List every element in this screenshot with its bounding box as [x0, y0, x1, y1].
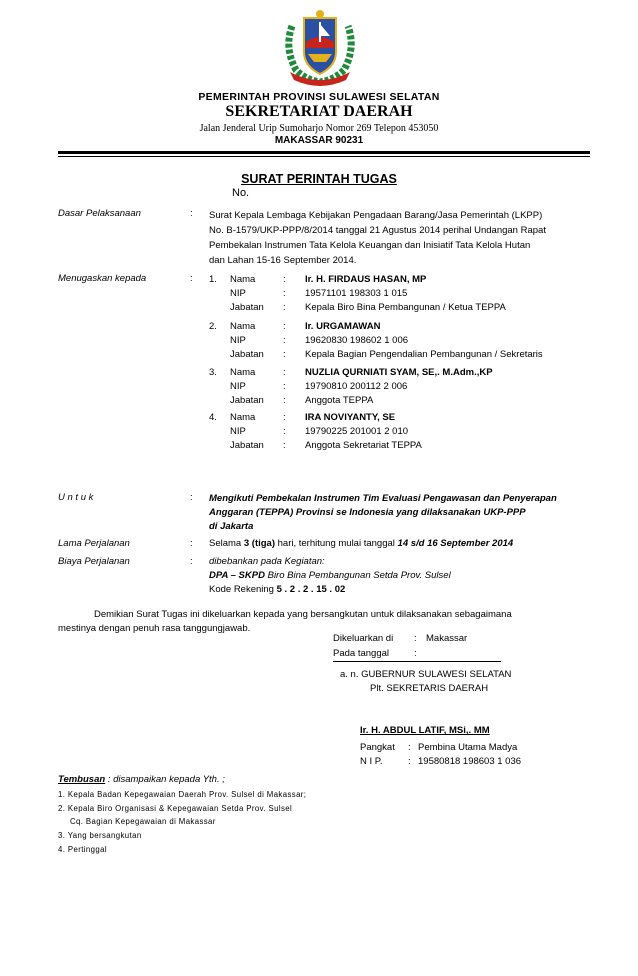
header-government: PEMERINTAH PROVINSI SULAWESI SELATAN [198, 91, 440, 103]
colon: : [414, 633, 417, 644]
person-name: IRA NOVIYANTY, SE [305, 412, 396, 423]
tembusan-item: 3. Yang bersangkutan [58, 831, 142, 840]
nama-key: Nama [230, 321, 256, 332]
header-divider-thin [58, 156, 590, 157]
person-name: NUZLIA QURNIATI SYAM, SE,. M.Adm.,KP [305, 367, 493, 378]
signatory-name: Ir. H. ABDUL LATIF, MSi,. MM [360, 725, 490, 736]
lama-date: 14 s/d 16 September 2014 [397, 538, 514, 549]
tembusan-item: Cq. Bagian Kepegawaian di Makassar [70, 817, 216, 826]
nip-key: NIP [230, 426, 246, 437]
nip-label: N I P. [360, 756, 383, 767]
nama-key: Nama [230, 367, 256, 378]
jabatan-key: Jabatan [230, 302, 264, 313]
person-number: 1. [209, 274, 217, 285]
tembusan-heading [58, 774, 225, 785]
dasar-label: Dasar Pelaksanaan [58, 208, 141, 219]
untuk-text [209, 492, 589, 534]
person-nip: 19790810 200112 2 006 [305, 381, 408, 392]
person-name: Ir. URGAMAWAN [305, 321, 381, 332]
nip-key: NIP [230, 335, 246, 346]
biaya-dpa: DPA – SKPD [209, 570, 265, 581]
person-number: 3. [209, 367, 217, 378]
colon: : [190, 208, 193, 219]
tembusan-title: Tembusan [58, 774, 106, 785]
dasar-text [209, 208, 589, 268]
person-nip: 19790225 201001 2 010 [305, 426, 409, 437]
untuk-line: di Jakarta [209, 521, 254, 532]
nama-key: Nama [230, 412, 256, 423]
person-number: 4. [209, 412, 217, 423]
letter-number: No. [232, 187, 250, 199]
colon: : [408, 742, 411, 753]
closing-line2: mestinya dengan penuh rasa tanggungjawab. [58, 623, 251, 634]
issued-underline [333, 661, 501, 662]
biaya-biro: Biro Bina Pembangunan Setda Prov. Sulsel [264, 570, 451, 581]
pangkat-value: Pembina Utama Madya [418, 742, 518, 753]
person-jabatan: Kepala Biro Bina Pembangunan / Ketua TEPPA [305, 302, 506, 313]
nama-key: Nama [230, 274, 256, 285]
header-divider-thick [58, 151, 590, 154]
untuk-line: Anggaran (TEPPA) Provinsi se Indonesia yang dilaksanakan UKP-PPP [209, 507, 526, 518]
colon: : [190, 538, 193, 549]
letter-title: SURAT PERINTAH TUGAS [241, 172, 397, 186]
jabatan-key: Jabatan [230, 395, 264, 406]
colon: : [408, 756, 411, 767]
lama-label: Lama Perjalanan [58, 538, 130, 549]
colon: : [190, 492, 193, 503]
kode-rekening-label: Kode Rekening [209, 584, 277, 595]
kode-rekening-value: 5 . 2 . 2 . 15 . 02 [276, 584, 346, 595]
header-city: MAKASSAR 90231 [274, 135, 364, 146]
signatory-an: a. n. GUBERNUR SULAWESI SELATAN [340, 669, 512, 680]
colon: : [190, 556, 193, 567]
untuk-line: Mengikuti Pembekalan Instrumen Tim Evaluasi Pengawasan dan Penyerapan [209, 493, 557, 504]
biaya-label: Biaya Perjalanan [58, 556, 130, 567]
issued-di-value: Makassar [426, 633, 468, 644]
lama-text [209, 538, 513, 549]
biaya-line3 [209, 584, 345, 595]
dasar-line: No. B-1579/UKP-PPP/8/2014 tanggal 21 Agustus 2014 perihal Undangan Rapat [209, 225, 546, 236]
person-nip: 19620830 198602 1 006 [305, 335, 409, 346]
header-secretariat: SEKRETARIAT DAERAH [225, 103, 413, 120]
nip-key: NIP [230, 288, 246, 299]
tembusan-subtitle: : disampaikan kepada Yth. ; [105, 774, 225, 785]
nip-key: NIP [230, 381, 246, 392]
biaya-line1: dibebankan pada Kegiatan: [209, 556, 325, 567]
jabatan-key: Jabatan [230, 440, 264, 451]
signatory-plt: Plt. SEKRETARIS DAERAH [370, 683, 489, 694]
biaya-line2 [209, 570, 451, 581]
lama-mid: hari, terhitung mulai tanggal [275, 538, 398, 549]
tembusan-item: 1. Kepala Badan Kepegawaian Daerah Prov. Sulsel di Makassar; [58, 790, 307, 799]
header-address: Jalan Jenderal Urip Sumoharjo Nomor 269 Telepon 453050 [199, 123, 439, 134]
person-name: Ir. H. FIRDAUS HASAN, MP [305, 274, 427, 285]
lama-days: 3 (tiga) [243, 538, 275, 549]
menugaskan-label: Menugaskan kepada [58, 273, 147, 284]
person-nip: 19571101 198303 1 015 [305, 288, 408, 299]
dasar-line: dan Lahan 15-16 September 2014. [209, 255, 357, 266]
issued-tgl-label: Pada tanggal [333, 648, 389, 659]
person-jabatan: Kepala Bagian Pengendalian Pembangunan / Sekretaris [305, 349, 543, 360]
jabatan-key: Jabatan [230, 349, 264, 360]
lama-pre: Selama [209, 538, 244, 549]
tembusan-item: 4. Pertinggal [58, 845, 107, 854]
tembusan-item: 2. Kepala Biro Organisasi & Kepegawaian Setda Prov. Sulsel [58, 804, 293, 813]
colon: : [414, 648, 417, 659]
person-jabatan: Anggota Sekretariat TEPPA [305, 440, 422, 451]
person-jabatan: Anggota TEPPA [305, 395, 374, 406]
dasar-line: Surat Kepala Lembaga Kebijakan Pengadaan Barang/Jasa Pemerintah (LKPP) [209, 210, 543, 221]
person-number: 2. [209, 321, 217, 332]
issued-di-label: Dikeluarkan di [333, 633, 394, 644]
colon: : [190, 273, 193, 284]
coat-of-arms-emblem [282, 8, 358, 86]
dasar-line: Pembekalan Instrumen Tata Kelola Keuangan dan Inisiatif Tata Kelola Hutan [209, 240, 531, 251]
signatory-nip: 19580818 198603 1 036 [418, 756, 522, 767]
untuk-label: U n t u k [58, 492, 94, 503]
closing-line1: Demikian Surat Tugas ini dikeluarkan kepada yang bersangkutan untuk dilaksanakan sebagaimana [94, 609, 512, 620]
pangkat-label: Pangkat [360, 742, 395, 753]
